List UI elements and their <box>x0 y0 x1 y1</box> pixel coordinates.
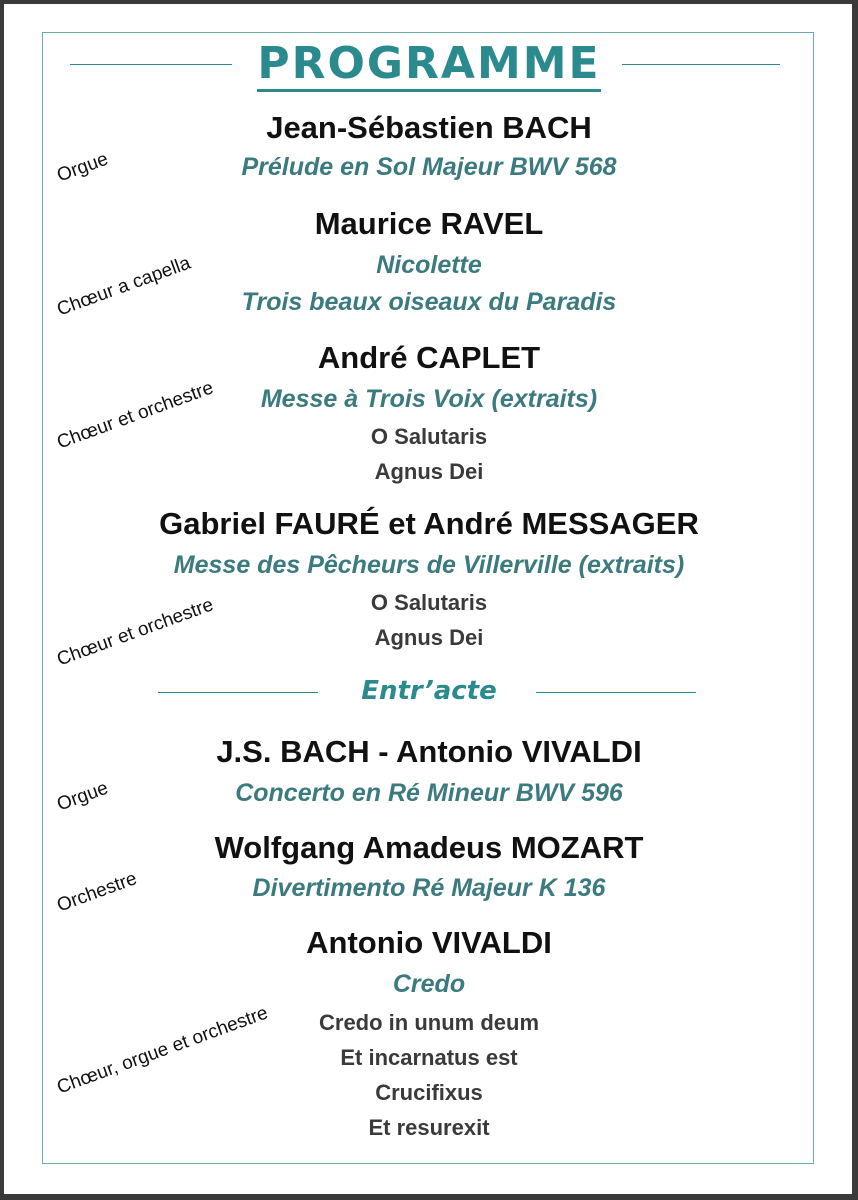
movement-title: Crucifixus <box>375 1080 483 1105</box>
movement-title: Et incarnatus est <box>340 1045 518 1070</box>
movement-title: O Salutaris <box>370 424 488 449</box>
work-title: Prélude en Sol Majeur BWV 568 <box>241 153 617 181</box>
page-title <box>0 38 858 90</box>
composer-name: J.S. BACH - Antonio VIVALDI <box>216 734 642 769</box>
composer-name: Antonio VIVALDI <box>306 925 552 960</box>
work-title: Messe des Pêcheurs de Villerville (extraits) <box>173 551 685 579</box>
composer-name: Jean-Sébastien BACH <box>266 110 592 145</box>
instrumentation-label: Orgue <box>54 148 112 187</box>
composer-name: Gabriel FAURÉ et André MESSAGER <box>159 506 699 541</box>
instrumentation-label: Chœur et orchestre <box>54 377 217 454</box>
composer-name: Wolfgang Amadeus MOZART <box>214 830 644 865</box>
work-title: Credo <box>392 970 466 998</box>
instrumentation-label: Chœur a capella <box>54 252 194 321</box>
movement-title: O Salutaris <box>370 590 488 615</box>
page-title-text: PROGRAMME <box>257 38 600 92</box>
work-title: Trois beaux oiseaux du Paradis <box>241 288 617 316</box>
instrumentation-label: Chœur et orchestre <box>54 594 217 671</box>
instrumentation-label: Orchestre <box>54 868 140 917</box>
work-title: Concerto en Ré Mineur BWV 596 <box>235 779 623 807</box>
instrumentation-label: Chœur, orgue et orchestre <box>54 1002 271 1099</box>
movement-title: Et resurexit <box>368 1115 490 1140</box>
instrumentation-label: Orgue <box>54 777 112 816</box>
work-title: Messe à Trois Voix (extraits) <box>260 385 598 413</box>
movement-title: Agnus Dei <box>374 459 484 484</box>
movement-title: Credo in unum deum <box>319 1010 539 1035</box>
movement-title: Agnus Dei <box>374 625 484 650</box>
entracte-heading: Entr’acte <box>361 676 497 706</box>
work-title: Divertimento Ré Majeur K 136 <box>252 874 606 902</box>
composer-name: Maurice RAVEL <box>314 206 544 241</box>
composer-name: André CAPLET <box>317 340 541 375</box>
work-title: Nicolette <box>376 251 482 279</box>
